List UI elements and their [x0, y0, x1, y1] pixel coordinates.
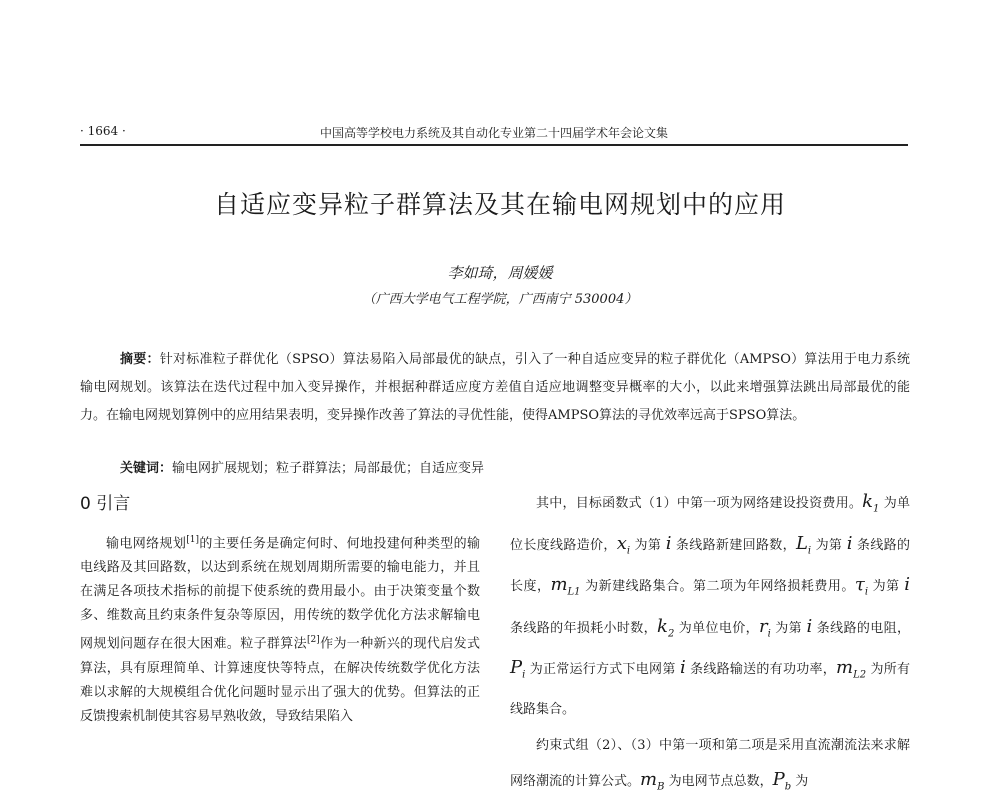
var-Pi: $P_i$ [510, 657, 526, 681]
left-column [80, 485, 480, 729]
keywords [120, 457, 920, 481]
var-i-2: i [846, 532, 853, 554]
var-xi: $x_i$ [616, 532, 631, 557]
obj-text-15: 为所有线路集合。 [510, 662, 910, 717]
intro-text-2: 的主要任务是确定何时、何地投建何种类型的输电线路及其回路数，以达到系统在规划周期所需要的输电能力，并且在满足各项技术指标的前提下使系统的费用最小。由于决策变量个数多、维数高且约束条件复杂等原因，用传统的数学优化方法求解输电网规划问题存在很大困难。粒子群算法 [80, 536, 480, 652]
var-k2: $k_2$ [657, 615, 675, 640]
constraint-text-3: 为 [791, 773, 809, 789]
var-mL2: $m_{L2}$ [835, 657, 867, 681]
keywords-text: 输电网扩展规划；粒子群算法；局部最优；自适应变异 [172, 461, 485, 476]
abstract [80, 346, 910, 430]
obj-text-2: 为单位长度线路造价， [510, 496, 910, 553]
intro-text-1: 输电网络规划 [106, 536, 187, 552]
var-k1: $k_1$ [862, 491, 880, 515]
page-number: · 1664 · [80, 124, 126, 138]
var-i-4: i [806, 615, 813, 637]
obj-text-10: 为单位电价， [674, 620, 759, 636]
intro-paragraph [80, 528, 480, 729]
abstract-label: 摘要： [120, 352, 160, 367]
obj-text-11: 为第 [770, 620, 807, 636]
constraint-text-2: 为电网节点总数， [664, 773, 773, 789]
journal-title: 中国高等学校电力系统及其自动化专业第二十四届学术年会论文集 [320, 126, 669, 140]
obj-text-6: 条线路的长度， [510, 537, 910, 595]
intro-text-3: 作为一种新兴的现代启发式算法，具有原理简单、计算速度快等特点，在解决传统数学优化方法难以求解的大规模组合优化问题时显示出了强大的优势。但算法的正反馈搜索机制使其容易早熟收敛，导致结果陷入 [80, 636, 480, 724]
keywords-label: 关键词： [120, 461, 173, 476]
constraint-text-1: 约束式组（2）、（3）中第一项和第二项是采用直流潮流法来求解网络潮流的计算公式。 [510, 737, 910, 789]
obj-text-7: 为新建线路集合。第二项为年网络损耗费用。 [580, 579, 855, 595]
obj-text-1: 其中，目标函数式（1）中第一项为网络建设投资费用。 [536, 496, 863, 511]
obj-text-8: 为第 [868, 579, 905, 595]
running-header [80, 122, 908, 146]
section-heading-intro: 0 引言 [80, 494, 131, 514]
var-Pb: $P_b$ [772, 768, 792, 793]
right-column [510, 485, 910, 805]
var-i-5: i [679, 657, 686, 679]
obj-text-13: 为正常运行方式下电网第 [525, 662, 680, 678]
citation-1: [1] [186, 535, 200, 545]
objective-explanation [510, 485, 910, 727]
var-mL1: $m_{L1}$ [550, 574, 581, 598]
constraint-explanation [510, 729, 910, 805]
var-mB: $m_B$ [640, 768, 665, 793]
obj-text-3: 为第 [630, 537, 666, 553]
obj-text-5: 为第 [811, 537, 847, 553]
paper-affiliation: （广西大学电气工程学院，广西南宁 530004） [362, 292, 638, 307]
paper-authors: 李如琦，周媛媛 [447, 264, 553, 282]
var-ri: $r_i$ [759, 615, 771, 640]
var-tau-i: $\tau_i$ [854, 574, 869, 598]
abstract-text: 针对标准粒子群优化（SPSO）算法易陷入局部最优的缺点，引入了一种自适应变异的粒子群优化（AMPSO）算法用于电力系统输电网规划。该算法在迭代过程中加入变异操作，并根据种群适应度方差值自适应地调整变异概率的大小，以此来增强算法跳出局部最优的能力。在输电网规划算例中的应用结果表明，变异操作改善了算法的寻优性能，使得AMPSO算法的寻优效率远高于SPSO算法。 [80, 352, 910, 423]
var-Li: $L_i$ [795, 532, 812, 557]
obj-text-9: 条线路的年损耗小时数， [510, 620, 658, 636]
obj-text-4: 条线路新建回路数， [671, 537, 796, 553]
citation-2: [2] [307, 635, 320, 646]
var-i-1: i [665, 532, 672, 554]
var-i-3: i [904, 574, 910, 596]
obj-text-14: 条线路输送的有功功率， [685, 662, 836, 678]
obj-text-12: 条线路的电阻， [812, 620, 910, 636]
paper-title: 自适应变异粒子群算法及其在输电网规划中的应用 [213, 190, 786, 219]
